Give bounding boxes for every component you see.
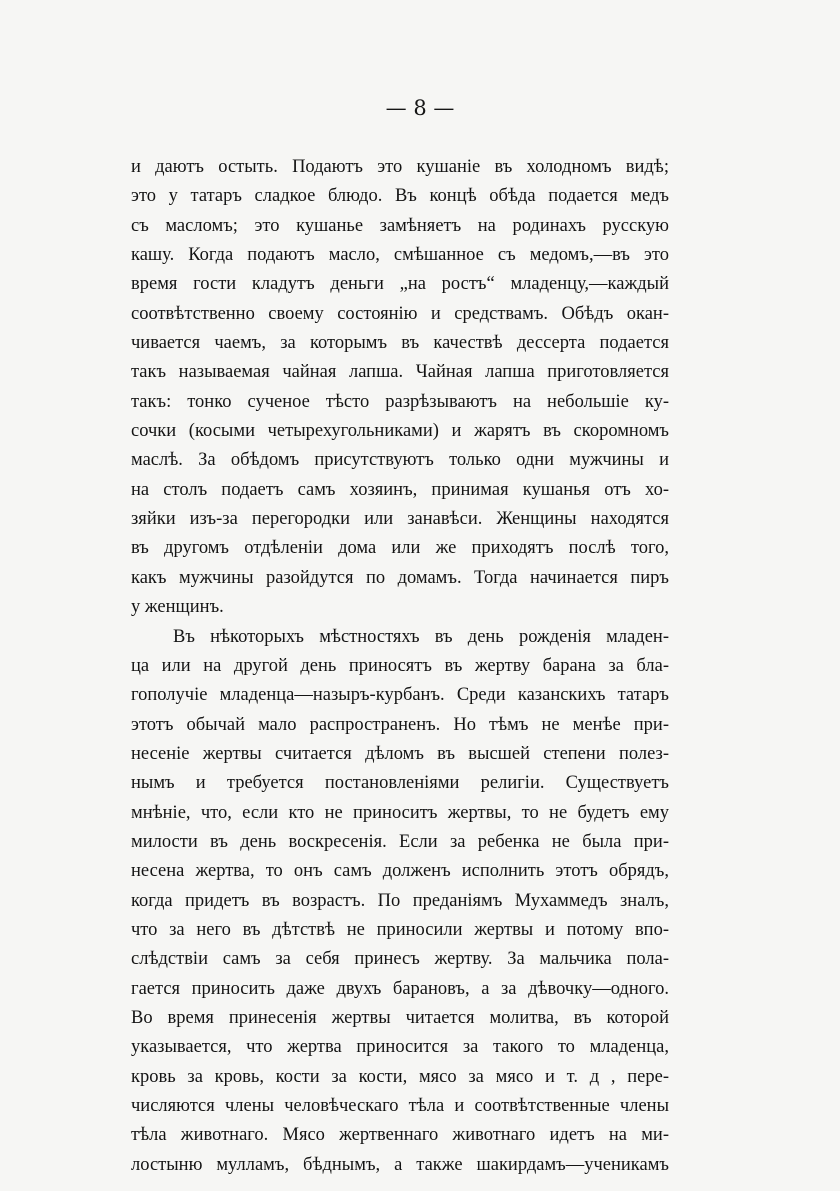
text-line: такъ: тонко сученое тѣсто разрѣзываютъ на небольшiе ку-: [131, 391, 669, 412]
text-line: Во время принесенiя жертвы читается молитва, въ которой: [131, 1007, 669, 1028]
text-line: слѣдствiи самъ за себя принесъ жертву. За мальчика пола-: [131, 949, 669, 970]
text-line: Въ нѣкоторыхъ мѣстностяхъ въ день рожденiя младен-: [173, 626, 669, 647]
text-line: несенiе жертвы считается дѣломъ въ высшей степени полез-: [131, 743, 669, 764]
text-line: мнѣнiе, что, если кто не приноситъ жертвы, то не будетъ ему: [131, 802, 669, 823]
body-text: [131, 153, 669, 1180]
text-line: числяются члены человѣческаго тѣла и соотвѣтственные члены: [131, 1096, 669, 1116]
text-line: съ масломъ; это кушанье замѣняетъ на родинахъ русскую: [131, 215, 669, 236]
text-line: лостыню мулламъ, бѣднымъ, а также шакирдамъ—ученикамъ: [131, 1154, 669, 1175]
text-line: время гости кладутъ деньги „на ростъ“ младенцу,—каждый: [131, 274, 669, 295]
text-line: гается приносить даже двухъ барановъ, а за дѣвочку—одного.: [131, 978, 669, 999]
text-line: указывается, что жертва приносится за такого то младенца,: [131, 1037, 669, 1058]
text-line: зяйки изъ-за перегородки или занавѣси. Женщины находятся: [131, 509, 669, 530]
text-line: гополучiе младенца—назыръ-курбанъ. Среди казанскихъ татаръ: [131, 685, 669, 706]
page-number: — 8 —: [385, 96, 455, 120]
text-line: у женщинъ.: [131, 597, 224, 618]
text-line: это у татаръ сладкое блюдо. Въ концѣ обѣда подается медъ: [131, 186, 669, 207]
text-line: этотъ обычай мало распространенъ. Но тѣмъ не менѣе при-: [131, 714, 669, 735]
text-line: соотвѣтственно своему состоянiю и средствамъ. Обѣдъ окан-: [131, 303, 669, 324]
text-line: милости въ день воскресенiя. Если за ребенка не была при-: [131, 831, 669, 852]
text-line: ца или на другой день приносятъ въ жертву барана за бла-: [131, 655, 669, 676]
text-line: такъ называемая чайная лапша. Чайная лапша приготовляется: [131, 362, 669, 383]
text-line: когда придетъ въ возрастъ. По преданiямъ Мухаммедъ зналъ,: [131, 890, 669, 911]
text-line: кровь за кровь, кости за кости, мясо за мясо и т. д , пере-: [131, 1066, 669, 1087]
text-line: чивается чаемъ, за которымъ въ качествѣ дессерта подается: [131, 333, 669, 354]
text-line: тѣла животнаго. Мясо жертвеннаго животнаго идетъ на ми-: [131, 1125, 669, 1146]
text-line: какъ мужчины разойдутся по домамъ. Тогда начинается пиръ: [131, 567, 669, 588]
text-line: нымъ и требуется постановленiями религiи. Существуетъ: [131, 773, 669, 794]
text-line: въ другомъ отдѣленiи дома или же приходятъ послѣ того,: [131, 538, 669, 559]
text-line: несена жертва, то онъ самъ долженъ исполнить этотъ обрядъ,: [131, 861, 669, 882]
text-line: маслѣ. За обѣдомъ присутствуютъ только одни мужчины и: [131, 450, 669, 471]
text-line: на столъ подаетъ самъ хозяинъ, принимая кушанья отъ хо-: [131, 479, 669, 500]
text-line: кашу. Когда подаютъ масло, смѣшанное съ медомъ,—въ это: [131, 245, 669, 266]
text-line: и даютъ остыть. Подаютъ это кушанie въ холодномъ видѣ;: [131, 157, 669, 177]
text-line: что за него въ дѣтствѣ не приносили жертвы и потому впо-: [131, 919, 669, 940]
text-line: сочки (косыми четырехугольниками) и жарятъ въ скоромномъ: [131, 421, 669, 442]
